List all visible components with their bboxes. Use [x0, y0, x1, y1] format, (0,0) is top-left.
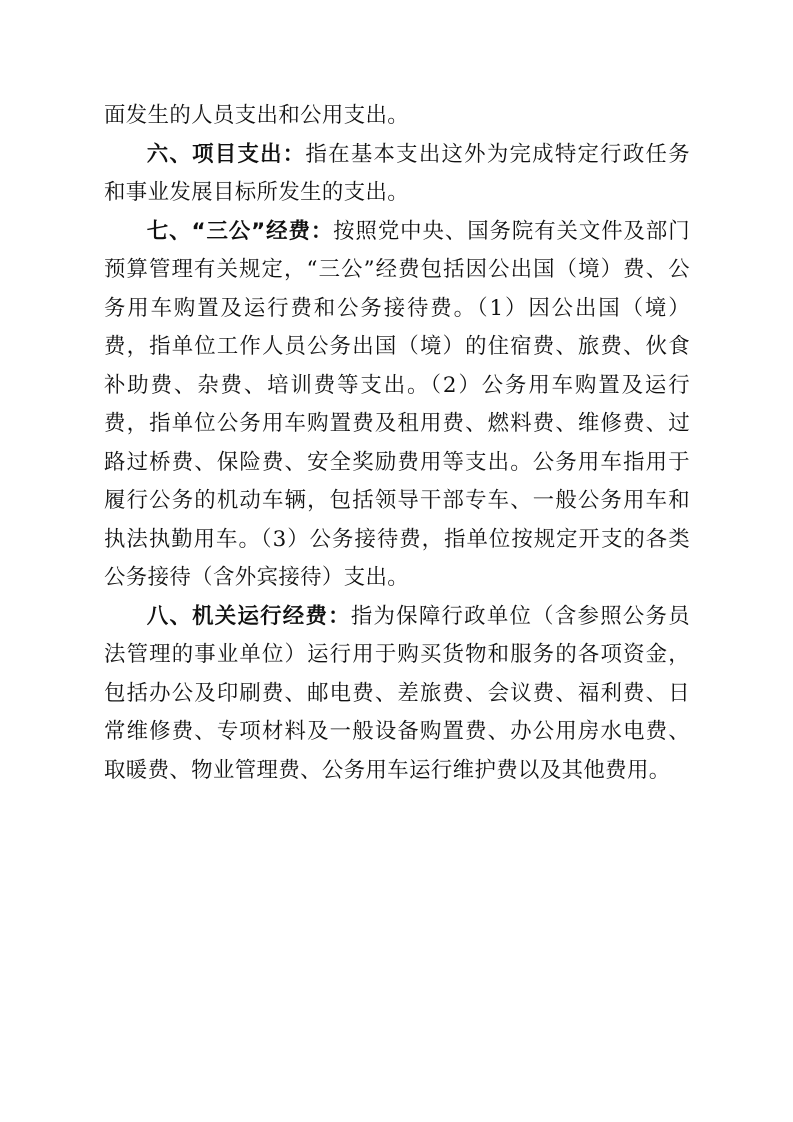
term-agency-operating-expenses: 八、机关运行经费：: [146, 603, 351, 629]
paragraph-continuation: [104, 97, 690, 136]
paragraph-body: 指在基本支出这外为完成特定行政任务和事业发展目标所发生的支出。: [104, 141, 690, 205]
paragraph-three-public-expenses: [104, 213, 690, 598]
term-three-public-expenses: 七、“三公”经费：: [146, 218, 334, 244]
paragraph-agency-operating-expenses: [104, 598, 690, 791]
paragraph-body: 按照党中央、国务院有关文件及部门预算管理有关规定，“三公”经费包括因公出国（境）费、公务用车购置及运行费和公务接待费。（1）因公出国（境）费，指单位工作人员公务出国（境）的住宿费、旅费、伙食补助费、杂费、培训费等支出。（2）公务用车购置及运行费，指单位公务用车购置费及租用费、燃料费、维修费、过路过桥费、保险费、安全奖励费用等支出。公务用车指用于履行公务的机动车辆，包括领导干部专车、一般公务用车和执法执勤用车。（3）公务接待费，指单位按规定开支的各类公务接待（含外宾接待）支出。: [104, 218, 691, 590]
document-body: [104, 97, 690, 790]
paragraph-project-expenditure: [104, 136, 690, 213]
paragraph-body: 面发生的人员支出和公用支出。: [104, 103, 410, 128]
paragraph-body: 指为保障行政单位（含参照公务员法管理的事业单位）运行用于购买货物和服务的各项资金，包括办公及印刷费、邮电费、差旅费、会议费、福利费、日常维修费、专项材料及一般设备购置费、办公用房水电费、取暖费、物业管理费、公务用车运行维护费以及其他费用。: [104, 603, 690, 783]
term-project-expenditure: 六、项目支出：: [146, 141, 306, 167]
